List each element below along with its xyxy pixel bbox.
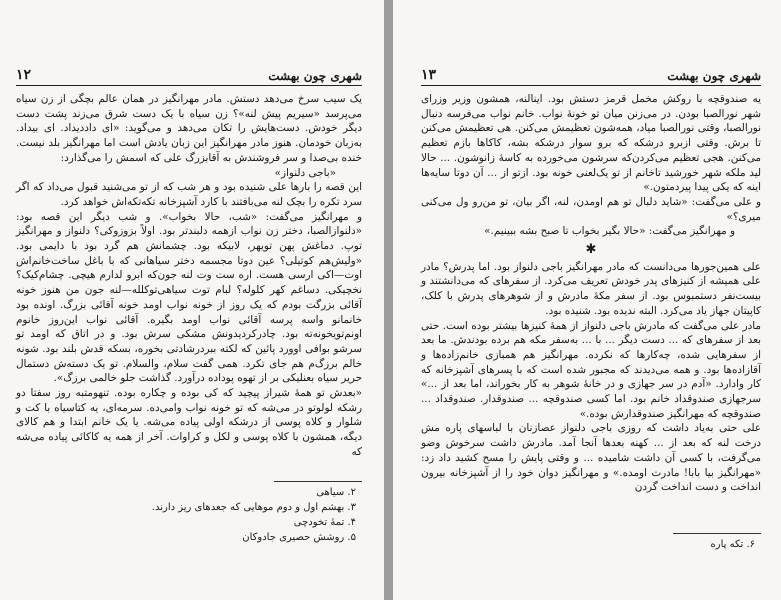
- right-page-number: ۱۳: [421, 67, 437, 83]
- paragraph: مادر علی می‌گفت که مادرش باجی دلنواز از همهٔ کنیزها بیشتر بوده است. حتی بعد از سفرهای که ... دست دیگر ... با ... به‌سفر مکه هم برده بودندش. ما بعد از سفرهایی شده، چه‌کارها که نکرده. مهرانگیز هم همبازی خانم‌زاده‌ها و آقازاده‌ها بود. و همه می‌دیدند که مجبور شده است که با پسرهای آشپزخانه که کار وادارد. «آدم در سر جهازی و در خانهٔ شوهر به کار بخوراند، اما بعد از ...» سرجهازی صندوقداد خانم بود. اما کسی صندوقچه ... صندوقدار. صندوقداد ... صندوقچه که مهرانگیز صندوقدارش بوده.»: [421, 319, 761, 420]
- left-page-title: شهری چون بهشت: [268, 69, 362, 83]
- paragraph: و مهرانگیز می‌گفت: «شب، حالا بخواب». و شب دیگر این قصه بود: «دلنوازالصبا، دختر زن نواب ازهمه دلبندتر بود. اولاً بزوزوکی؟ دلنواز و مهرانگیز توپ. دماغش پهن تویهر، لابیکه بود. چشمانش هم گرد بود با دایمی بود. «ولیش‌هم کوتیلی؟ عین دوتا مجسمه دختر سیاهانی که با باغل ساخت‌خانم‌اش اوت—اکی ارسی هست. اره ست وت لنه جون‌که ابرو لدارم هیچی. چشام‌کیک؟ نخچیکی. دساغم کهر کلوله؟ لبام توت سیاهی‌توکلله—لنه جون من هنوز خونه آقائی بزرگت بودم که یک روز از خونه نواب اومد خونه آقائی بزرگ. اونده بود خانمانو واسه پرسه آقائی نواب اومد بگیره. آقائی نواب این‌روز خانوم اونم‌تویخونه‌ته بود. چادرکردیدونش مشکی سرش بود. و در اتاق که اومد تو سرشو بوافی اوورد پائین که لکته ببردرشادتی بخوره، بسکه قدش بلند بود. شونه خالم برزگ‌م هم جای تکرد. همی گفت سلام، والسلام. تو یک دسته‌ش دستمال حریر سیاه بعنلیکی بر از تهوه پوداده درآورد. گذاشت جلو خالمی برزگ».: [16, 210, 362, 385]
- right-page-body: [421, 92, 761, 495]
- right-page: [393, 0, 781, 600]
- paragraph: و مهرانگیز می‌گفت: «حالا بگیر بخواب تا صبح بشه ببینیم.»: [484, 225, 735, 238]
- paragraph: علی همین‌جورها می‌دانست که مادر مهرانگیز باجی دلنواز بود. اما پدرش؟ مادر علی همیشه از کنیزهای پدر خودش تعریف می‌کرد. از سفرهای که می‌دانشتند و بیست‌نفر دستمبوس بود. از سفر مکهٔ مادرش و از شوهرهای پدرش با کلک، کاپیتان جهاز یاد می‌کرد. البته ندیده بود. شنیده بود.: [421, 260, 761, 317]
- footnote: ۶. تکه پاره: [710, 539, 755, 550]
- footnote: ۲. سیاهی: [316, 487, 356, 498]
- paragraph: این قصه را بارها علی شنیده بود و هر شب که از تو می‌شنید قبول می‌داد که اگر سرد تکره را بچک لنه می‌بافتند با کارد آشپزخانه تکه‌تکه‌اش خواهد کرد.: [16, 181, 362, 208]
- right-page-title: شهری چون بهشت: [667, 69, 761, 83]
- right-page-header: [421, 68, 761, 86]
- section-break-star: ✱: [585, 242, 597, 258]
- footnote-rule: [673, 533, 761, 534]
- paragraph: یه صندوقچه با روکش مخمل قرمز دستش بود. اینالنه، همشون وزیر وزرای شهر نورالصبا بودن. در می‌زنن میان تو خونهٔ نواب. خانم نواب می‌فرسه دنبال نورالصبا، وقتی نورالصبا میاد، همه‌شون تعظیمش می‌کنن. هی تعظیمش می‌کنن تا برش. وقتی ازبرو درشکه که برو سوار درشکه بشه، کاکاها بازم تعظیم می‌کنن. هجی تعظیم می‌کردن‌که سرشون می‌خورده به کاسهٔ زانوشون. ... حالا لید ملکه شهر خورشید تاخانم از تو یک‌لعنی خونه بود. ازتو از ... آن دوتا سایه‌ها اینه که یکی پیدا پیردمتون.»: [421, 93, 761, 194]
- footnote: ۴. تمهٔ تخودچی: [293, 517, 356, 528]
- paragraph: علی حتی به‌یاد داشت که روزی باجی دلنواز عصازنان با لباسهای پاره مش درخت لنه که بعد از ... کهنه بعدها آنجا آمد. مادرش داشت سرخوش وضو می‌گرفت، با کسی آن داشت شامیده ... و وقتی پایش را مسح کشید داد زد: «مهرانگیز بیا بابا! مادرت اومده.» و مهرانگیز دوان خود را از آشپزخانه بیرون انداخت و دست انداخت گردن: [421, 422, 761, 494]
- paragraph: و علی می‌گفت: «شاید دلبال تو هم اومدن، لنه، اگر بیان، تو من‌رو ول می‌کنی میری؟»: [421, 195, 761, 223]
- footnote: ۵. روشش حصیری جادوکان: [242, 532, 356, 543]
- left-page-body: [16, 92, 362, 460]
- footnote-rule: [274, 481, 362, 482]
- left-page-number: ۱۲: [16, 67, 32, 83]
- paragraph: یک سیب سرخ می‌دهد دستش. مادر مهرانگیز در همان عالم بچگی از زن سیاه می‌پرسد «سیریم پیش لنه»؟ زن سیاه با یک دست شرق می‌زند پشت دست دیگر خودش. دست‌هایش را تکان می‌دهد و می‌گوید: «ای داددیداد. ای بیداد. به‌زبان خودمان. هنوز مادر مهرانگیز این زبان یادش است اما مهرانگیز بلد نیست. خنده بی‌صدا و سر فروشندش به آقابزرگ علی که اسمش را می‌گذارد:: [16, 93, 362, 164]
- book-gutter: [384, 0, 393, 600]
- left-page-header: [16, 68, 362, 86]
- right-footnotes: [421, 533, 761, 552]
- left-page: [0, 0, 384, 600]
- left-footnotes: [60, 481, 362, 545]
- paragraph: «بعدش تو همهٔ شیراز پیچید که کی بوده و چکاره بوده. تنهومتبه روز سفتا دو رشکه لولوتو در می‌شه که تو خونه نواب وامی‌ده. سرمه‌ای، یه کتاسیاه با کت و شلوار و کلاه پوسی از درشکه اولی پیاده می‌شه. یا یک خانم ابتدا و هم کالای دیگه، همشون با کلاه پوسی و لکل و کراوات. آخر از همه یه کاکائی پیاده می‌شه که: [16, 387, 362, 458]
- paragraph: «باجی دلنواز»: [274, 166, 336, 179]
- footnote: ۳. بهشم اول و دوم موهایی که جعدهای ریز دارند.: [151, 502, 356, 513]
